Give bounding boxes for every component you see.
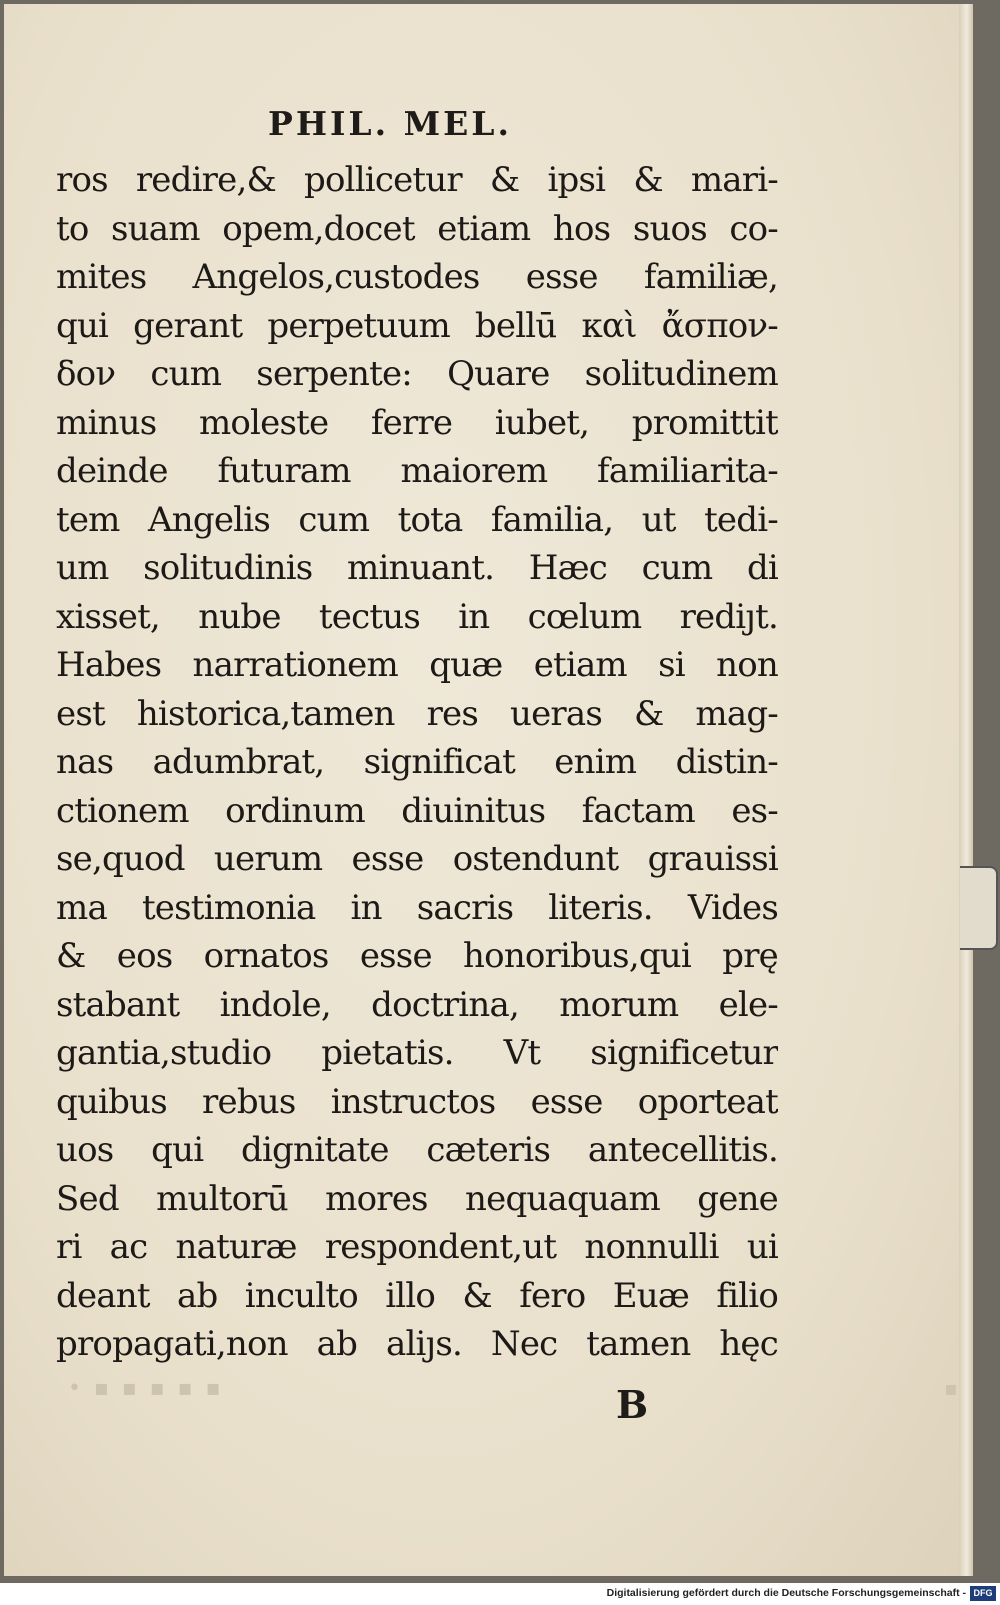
text-line: & eos ornatos esse honoribus,qui prę [56,936,778,976]
text-line: se,quod uerum esse ostendunt grauissi [56,839,778,879]
text-line: Habes narrationem quæ etiam si non [56,645,778,685]
text-line: to suam opem,docet etiam hos suos co- [56,208,778,249]
digitization-credit: Digitalisierung gefördert durch die Deutsche Forschungsgemeinschaft - [606,1587,966,1599]
text-line: est historica,tamen res ueras & mag- [56,693,778,734]
text-line: ctionem ordinum diuinitus factam es- [56,790,778,831]
text-line: gantia,studio pietatis. Vt significetur [56,1033,778,1073]
text-line: propagati,non ab aliȷs. Nec tamen hęc [56,1324,778,1364]
text-line: ma testimonia in sacris literis. Vides [56,887,778,928]
text-line: nas adumbrat, significat enim distin- [56,742,778,782]
footer-bar [0,1583,1000,1605]
text-line: ri ac naturæ respondent,ut nonnulli ui [56,1227,778,1267]
dfg-logo-icon: DFG [970,1586,996,1601]
text-line: deant ab inculto illo & fero Euæ filio [56,1275,778,1316]
page-edge [959,4,973,1576]
text-line: quibus rebus instructos esse oporteat [56,1081,778,1122]
book-page [4,4,967,1576]
text-line: deinde futuram maiorem familiarita- [56,451,778,491]
text-line: um solitudinis minuant. Hæc cum di [56,548,778,588]
show-through-text: • ▪ ▪ ▪ ▪ ▪ [68,1376,224,1401]
text-line: δον cum serpente: Quare solitudinem [56,354,778,394]
signature-mark: B [616,1382,649,1427]
text-line: xisset, nube tectus in cœlum rediȷt. [56,596,778,637]
page-clip [960,866,998,950]
text-line: qui gerant perpetuum bellū καὶ ἄσπον- [56,305,778,346]
text-line: stabant indole, doctrina, morum ele- [56,984,778,1025]
text-line: minus moleste ferre iubet, promittit [56,402,778,443]
text-line: mites Angelos,custodes esse familiæ, [56,257,778,297]
text-line: Sed multorū mores nequaquam gene [56,1178,778,1219]
show-through-text-right: ▪ [944,1376,958,1400]
body-text [56,156,778,1369]
text-line: ros redire,& pollicetur & ipsi & mari- [56,160,778,200]
text-line: uos qui dignitate cæteris antecellitis. [56,1130,778,1170]
text-line: tem Angelis cum tota familia, ut tedi- [56,499,778,540]
running-head: PHIL. MEL. [268,104,512,143]
